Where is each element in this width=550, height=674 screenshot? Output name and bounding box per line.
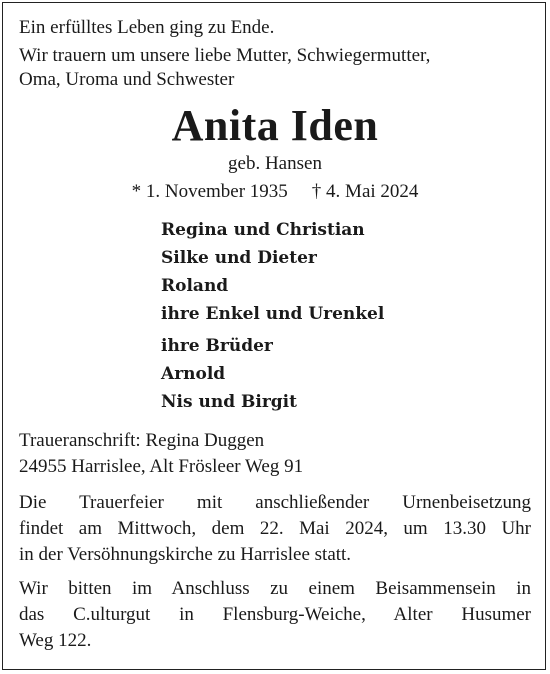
family-member: Nis und Birgit [161,392,297,412]
intro-line-3: Oma, Uroma und Schwester [19,69,235,90]
gathering-invitation-text [19,576,531,654]
ceremony-line-3: in der Versöhnungskirche zu Harrislee statt. [19,544,352,565]
mourning-address [19,428,531,480]
family-member: Roland [161,276,229,296]
family-member: Silke und Dieter [161,248,317,268]
ceremony-line-1: Die Trauerfeier mit anschließender Urnenbeisetzung [19,492,531,513]
deceased-name: Anita Iden [171,101,379,150]
address-line-2: 24955 Harrislee, Alt Frösleer Weg 91 [19,456,304,477]
birth-date: * 1. November 1935 [131,181,288,202]
family-member: Arnold [161,364,226,384]
invite-line-2: das C.ulturgut in Flensburg-Weiche, Alter Husumer [19,604,531,625]
family-member: ihre Enkel und Urenkel [161,304,385,324]
family-member: ihre Brüder [161,336,273,356]
intro-text [19,16,531,92]
death-date: † 4. Mai 2024 [311,181,419,202]
obituary-notice [19,16,531,654]
intro-line-2: Wir trauern um unsere liebe Mutter, Schwiegermutter, [19,45,431,66]
life-dates [19,178,531,206]
funeral-ceremony-text [19,490,531,568]
intro-line-1: Ein erfülltes Leben ging zu Ende. [19,17,275,38]
family-list [161,216,531,416]
address-line-1: Traueranschrift: Regina Duggen [19,430,265,451]
ceremony-line-2: findet am Mittwoch, dem 22. Mai 2024, um 13.30 Uhr [19,518,531,539]
family-member: Regina und Christian [161,220,365,240]
invite-line-3: Weg 122. [19,630,92,651]
maiden-name: geb. Hansen [228,153,322,174]
invite-line-1: Wir bitten im Anschluss zu einem Beisammensein in [19,578,531,599]
